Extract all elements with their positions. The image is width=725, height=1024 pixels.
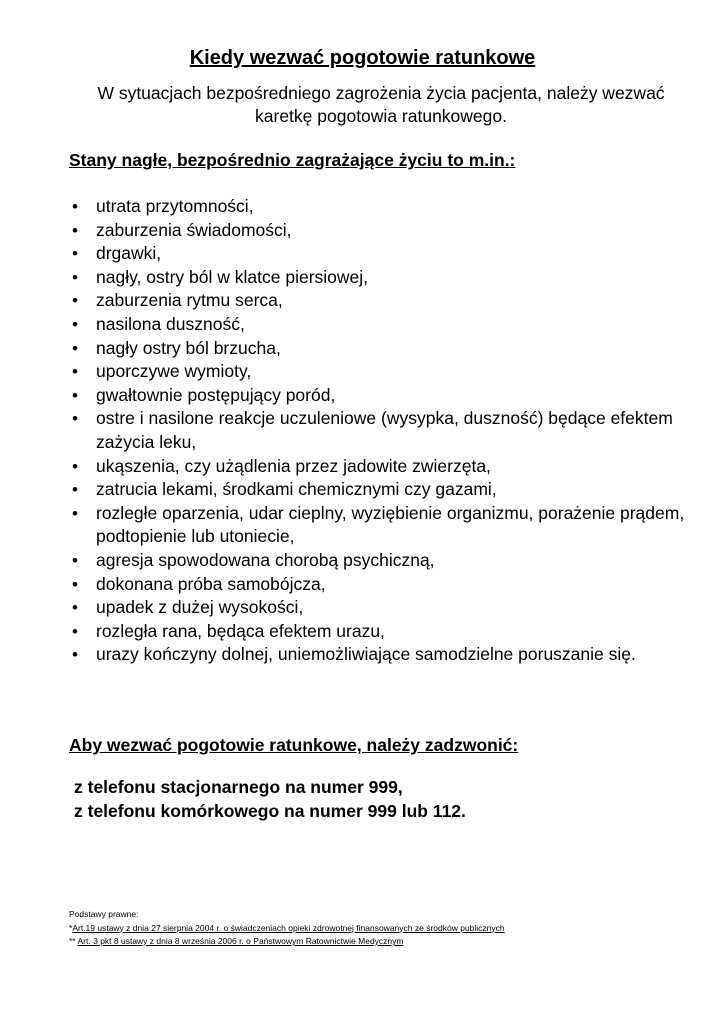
legal-reference-1 [69, 922, 505, 936]
list-item: • upadek z dużej wysokości, [69, 596, 689, 620]
list-item: • rozległa rana, będąca efektem urazu, [69, 620, 689, 644]
emergencies-heading: Stany nagłe, bezpośrednio zagrażające życiu to m.in.: [69, 150, 516, 170]
list-item: • nagły ostry ból brzucha, [69, 337, 689, 361]
list-item: • drgawki, [69, 242, 689, 266]
list-item: • zatrucia lekami, środkami chemicznymi czy gazami, [69, 478, 689, 502]
phone-numbers [74, 775, 466, 823]
list-item: • agresja spowodowana chorobą psychiczną, [69, 549, 689, 573]
list-item: • utrata przytomności, [69, 195, 689, 219]
footnote-marker: ** [69, 936, 78, 946]
landline-number: z telefonu stacjonarnego na numer 999, [74, 777, 403, 797]
emergency-list [69, 195, 689, 667]
list-item: • zaburzenia rytmu serca, [69, 289, 689, 313]
list-item: • dokonana próba samobójcza, [69, 573, 689, 597]
list-item: • nasilona duszność, [69, 313, 689, 337]
list-item: • zaburzenia świadomości, [69, 219, 689, 243]
legal-reference-1-link[interactable]: Art.19 ustawy z dnia 27 sierpnia 2004 r. o świadczeniach opieki zdrowotnej finansowanych ze środków publicznych [72, 922, 505, 933]
list-item: • nagły, ostry ból w klatce piersiowej, [69, 266, 689, 290]
legal-basis [69, 908, 505, 949]
legal-reference-2 [69, 935, 505, 949]
mobile-number: z telefonu komórkowego na numer 999 lub 112. [74, 801, 466, 821]
intro-paragraph: W sytuacjach bezpośredniego zagrożenia życia pacjenta, należy wezwać karetkę pogotowia ratunkowego. [97, 83, 665, 126]
list-item: • rozległe oparzenia, udar cieplny, wyziębienie organizmu, porażenie prądem, podtopienie lub utoniecie, [69, 502, 689, 549]
page-title: Kiedy wezwać pogotowie ratunkowe [189, 47, 536, 69]
legal-reference-2-link[interactable]: Art. 3 pkt 8 ustawy z dnia 8 września 2006 r. o Państwowym Ratownictwie Medycznym [77, 936, 404, 946]
list-item: • gwałtownie postępujący poród, [69, 384, 689, 408]
list-item: • urazy kończyny dolnej, uniemożliwiające samodzielne poruszanie się. [69, 643, 689, 667]
legal-label: Podstawy prawne: [69, 909, 139, 919]
call-heading: Aby wezwać pogotowie ratunkowe, należy zadzwonić: [69, 735, 519, 755]
list-item: • ostre i nasilone reakcje uczuleniowe (wysypka, duszność) będące efektem zażycia leku, [69, 407, 689, 454]
list-item: • uporczywe wymioty, [69, 360, 689, 384]
footnote-marker: * [69, 922, 73, 933]
list-item: • ukąszenia, czy użądlenia przez jadowite zwierzęta, [69, 455, 689, 479]
